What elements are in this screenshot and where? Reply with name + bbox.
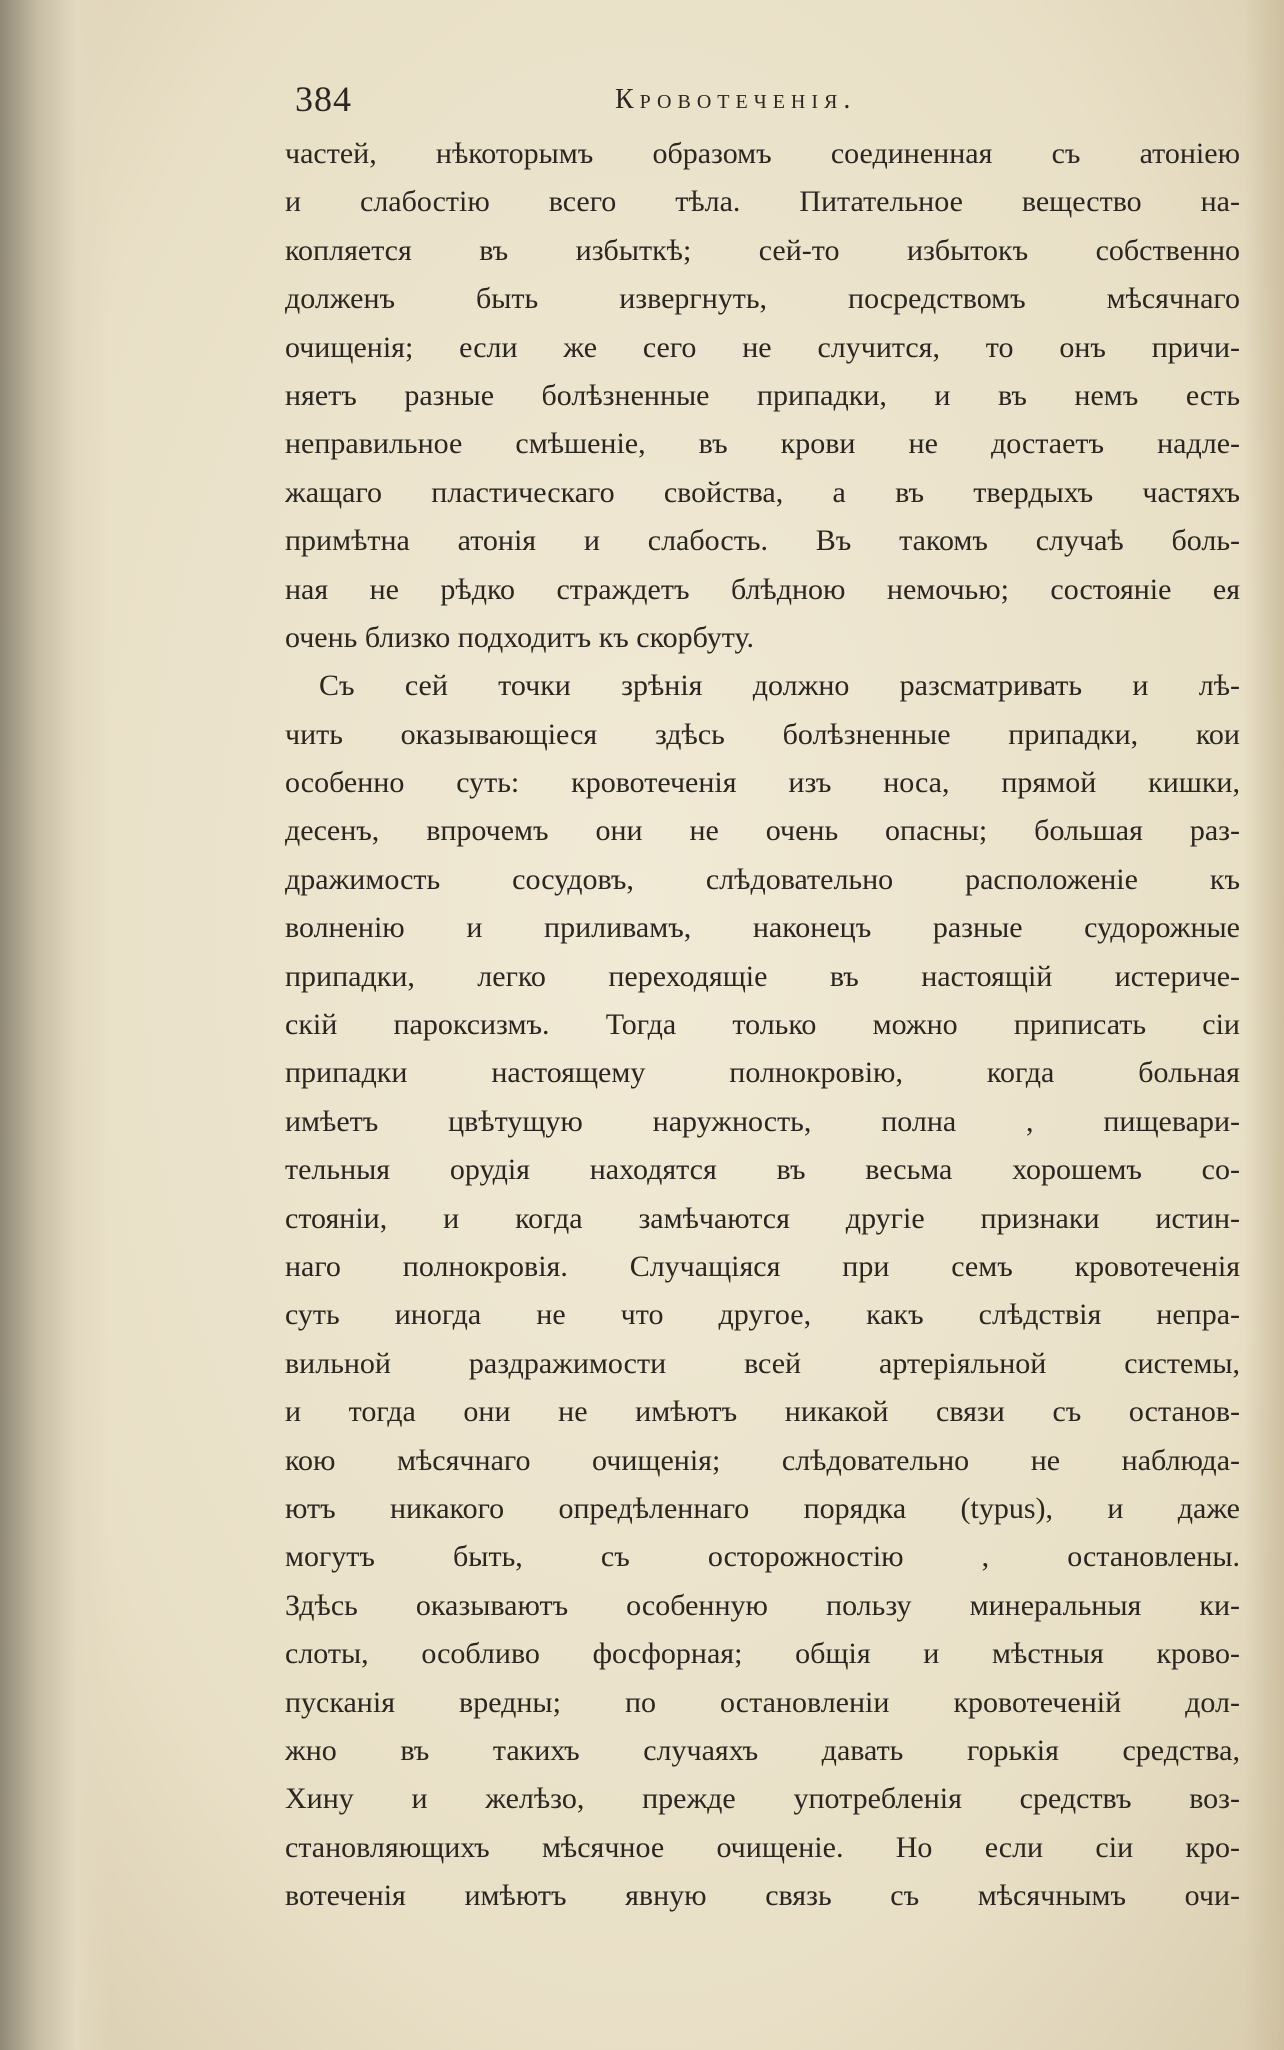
- text-line: пусканія вредны; по остановленіи кровотеченій дол-: [285, 1685, 1240, 1719]
- text-line: деcенъ, впрочемъ они не очень опасны; большая раз-: [285, 814, 1240, 848]
- text-line: волненію и приливамъ, наконецъ разные судорожные: [285, 911, 1240, 945]
- text-line: Хину и желѣзо, прежде употребленія средствъ воз-: [285, 1782, 1240, 1816]
- text-line: припадки настоящему полнокровію, когда больная: [285, 1056, 1240, 1090]
- page-number: 384: [295, 79, 352, 119]
- body-text: [285, 130, 1240, 1920]
- text-line: частей, нѣкоторымъ образомъ соединенная съ атоніею: [285, 137, 1240, 170]
- text-line: очищенія; если же сего не случится, то онъ причи-: [285, 330, 1240, 364]
- text-line: жно въ такихъ случаяхъ давать горькія средства,: [285, 1733, 1240, 1767]
- text-line: и тогда они не имѣютъ никакой связи съ останов-: [285, 1395, 1240, 1429]
- text-line: припадки, легко переходящіе въ настоящій истериче-: [285, 959, 1240, 993]
- text-line: тельныя орудія находятся въ весьма хорошемъ со-: [285, 1153, 1240, 1187]
- text-line: примѣтна атонія и слабость. Въ такомъ случаѣ боль-: [285, 524, 1240, 558]
- text-line: долженъ быть извергнуть, посредствомъ мѣсячнаго: [285, 282, 1240, 316]
- page-edge-shadow: [1244, 0, 1284, 2050]
- text-line: вильной раздражимости всей артеріяльной системы,: [285, 1346, 1240, 1380]
- text-line: стояніи, и когда замѣчаются другіе признаки истин-: [285, 1201, 1240, 1235]
- text-line: няетъ разные болѣзненные припадки, и въ немъ есть: [285, 378, 1240, 412]
- text-line: суть иногда не что другое, какъ слѣдствія непра-: [285, 1298, 1240, 1332]
- text-line: и слабостію всего тѣла. Питательное вещество на-: [285, 185, 1240, 219]
- text-line: скій пароксизмъ. Тогда только можно приписать сіи: [285, 1008, 1240, 1042]
- text-line: могутъ быть, съ осторожностію , остановлены.: [285, 1540, 1240, 1574]
- text-line: дражимость сосудовъ, слѣдовательно расположеніе къ: [285, 862, 1240, 896]
- page-gutter-shadow: [0, 0, 110, 2050]
- text-line: Здѣсь оказываютъ особенную пользу минеральныя ки-: [285, 1588, 1240, 1622]
- text-line: неправильное смѣшеніе, въ крови не достаетъ надле-: [285, 427, 1240, 461]
- text-line: кою мѣсячнаго очищенія; слѣдовательно не наблюда-: [285, 1443, 1240, 1477]
- page-header: [295, 78, 1225, 128]
- text-line: слоты, особливо фосфорная; общія и мѣстныя крово-: [285, 1637, 1240, 1671]
- text-line: ютъ никакого опредѣленнаго порядка (typus), и даже: [285, 1491, 1240, 1525]
- text-line: наго полнокровія. Случащіяся при семъ кровотеченія: [285, 1249, 1240, 1283]
- text-line: жащаго пластическаго свойства, а въ твердыхъ частяхъ: [285, 475, 1240, 509]
- text-line: особенно суть: кровотеченія изъ носа, прямой кишки,: [285, 766, 1240, 800]
- text-line: чить оказывающіеся здѣсь болѣзненные припадки, кои: [285, 717, 1240, 751]
- text-line: ная не рѣдко страждетъ блѣдною немочью; состояніе ея: [285, 572, 1240, 606]
- text-line: имѣетъ цвѣтущую наружность, полна , пищевари-: [285, 1104, 1240, 1138]
- text-line: копляется въ избыткѣ; сей-то избытокъ собственно: [285, 233, 1240, 267]
- running-title: Кровотеченія.: [615, 84, 857, 115]
- text-line: очень близко подходитъ къ скорбуту.: [285, 620, 754, 654]
- text-line: вотеченія имѣютъ явную связь съ мѣсячнымъ очи-: [285, 1879, 1240, 1913]
- text-line: Съ сей точки зрѣнія должно разсматривать и лѣ-: [319, 669, 1240, 703]
- text-line: становляющихъ мѣсячное очищеніе. Но если сіи кро-: [285, 1830, 1240, 1864]
